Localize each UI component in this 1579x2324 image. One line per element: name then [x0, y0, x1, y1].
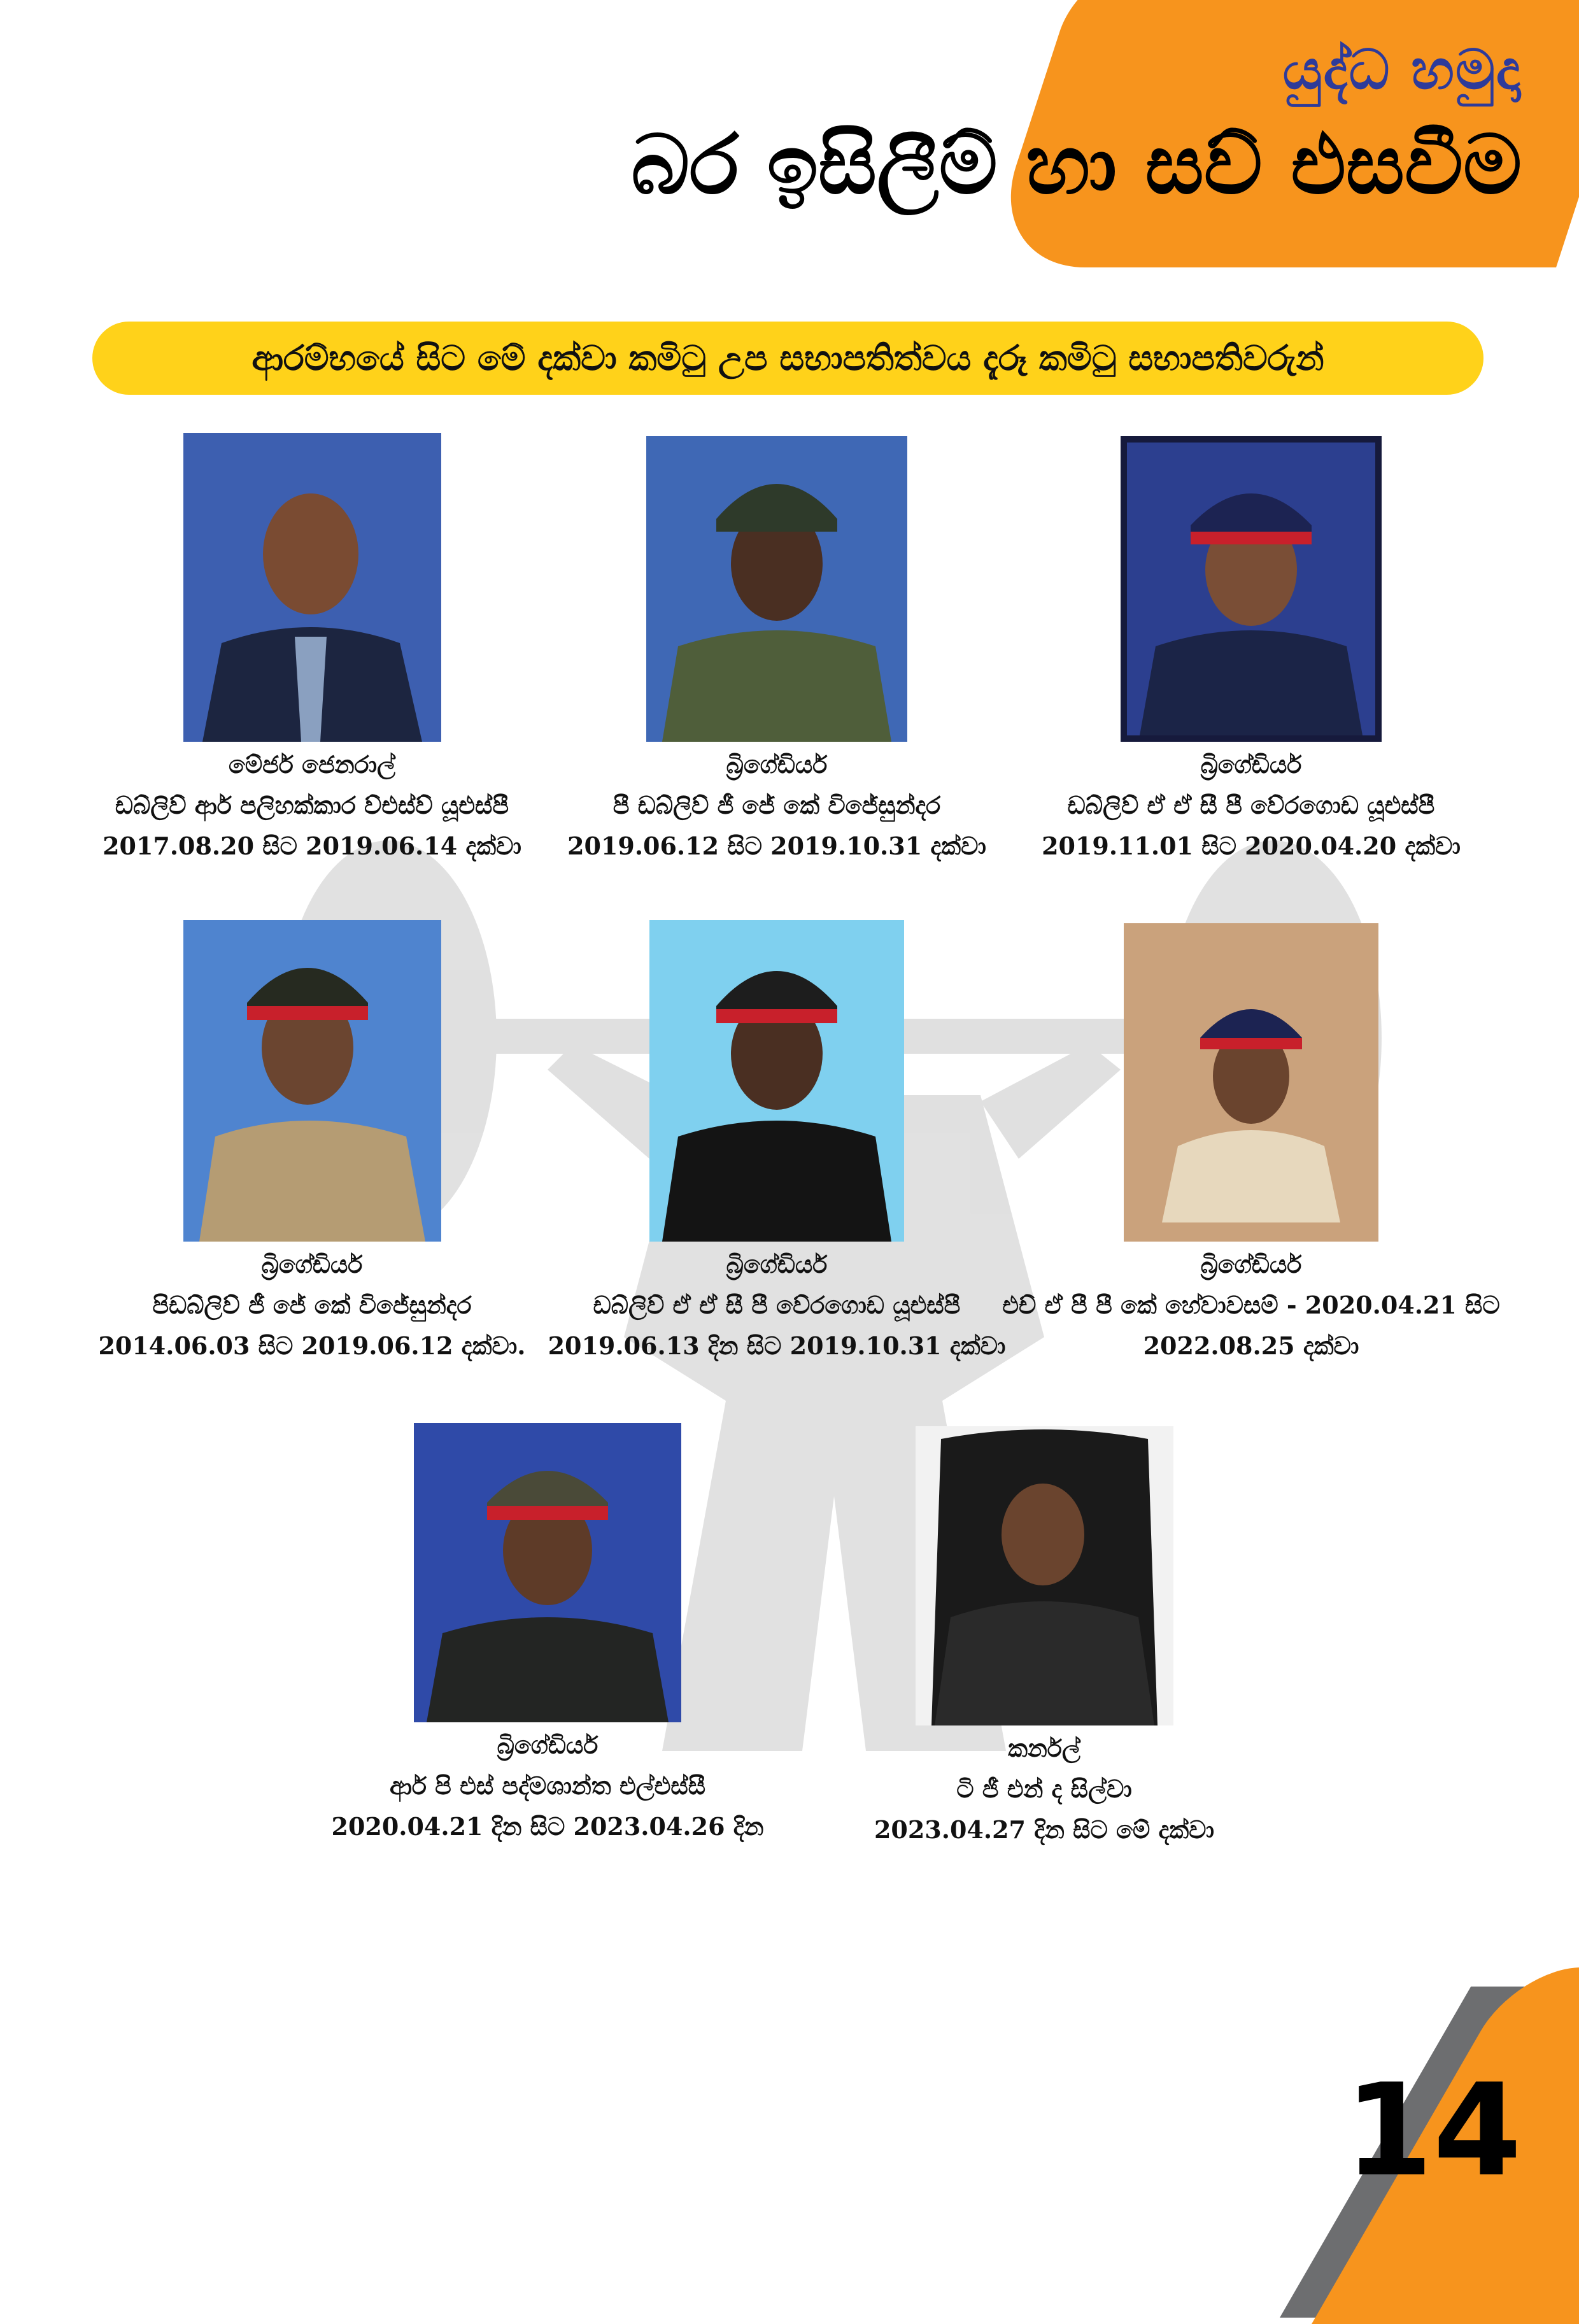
page-title: බර ඉසිලීම් හා සව් එසවීම — [631, 118, 1522, 213]
officer-rank: මේජර් ජෙනරාල් — [228, 750, 396, 779]
officer-period: 2019.11.01 සිට 2020.04.20 දක්වා — [1042, 832, 1461, 860]
officer-name: පී ඩබ්ලිව් ජී ජේ කේ විජේසුන්දර — [612, 791, 941, 819]
portrait-placeholder-icon — [646, 436, 907, 742]
officer-period: 2022.08.25 දක්වා — [1143, 1331, 1359, 1360]
officer-rank: කර්නල් — [1008, 1734, 1080, 1762]
officer-card — [76, 433, 548, 864]
portrait-placeholder-icon — [916, 1426, 1173, 1725]
banner-text: ආරම්භයේ සිට මේ දක්වා කමිටු උප සභාපතිත්වය දැරූ කමිටු සභාපතිවරුන් — [251, 337, 1324, 378]
portrait-placeholder-icon — [1124, 923, 1378, 1242]
officer-card — [987, 923, 1515, 1364]
officer-period: 2020.04.21 දින සිට 2023.04.26 දින — [331, 1812, 764, 1841]
officer-photo — [414, 1423, 681, 1722]
officer-period: 2019.06.12 සිට 2019.10.31 දක්වා — [567, 832, 986, 860]
officer-period: 2019.06.13 දින සිට 2019.10.31 දක්වා — [548, 1331, 1006, 1360]
portrait-placeholder-icon — [1121, 436, 1382, 742]
officer-rank: බ්‍රිගේඩියර් — [726, 750, 828, 779]
section-banner — [92, 322, 1483, 395]
officer-card — [1006, 436, 1496, 864]
officer-name: ටි ජී එන් ද සිල්වා — [956, 1775, 1132, 1803]
officer-name: ඩබ්ලිව් ආර් පලිහක්කාර ව්එස්ව් යූඑස්පී — [115, 791, 509, 819]
officer-photo — [1121, 436, 1382, 742]
officer-photo — [649, 920, 904, 1242]
officer-card — [76, 920, 548, 1364]
officer-photo — [1124, 923, 1378, 1242]
officer-name: ආර් පි එස් පද්මශාන්ත එල්එස්සී — [389, 1771, 706, 1800]
officer-period: 2014.06.03 සිට 2019.06.12 දක්වා. — [98, 1331, 526, 1360]
officer-photo — [183, 920, 441, 1242]
portrait-placeholder-icon — [183, 433, 441, 742]
officer-name: එච් ඒ පී පී කේ හේවාවසම් - 2020.04.21 සිට — [1002, 1291, 1500, 1319]
portrait-placeholder-icon — [183, 920, 441, 1242]
officer-name: ඩබ්ලිව් ඒ ඒ සී පී වේරගොඩ යූඑස්පී — [593, 1291, 961, 1319]
brand-text: යුද්ධ හමුදා — [1282, 38, 1522, 102]
officer-rank: බ්‍රිගේඩියර් — [726, 1250, 828, 1279]
officer-photo — [183, 433, 441, 742]
officer-period: 2023.04.27 දින සිට මේ දක්වා — [874, 1815, 1215, 1844]
officer-card — [815, 1426, 1273, 1848]
officer-rank: බ්‍රිගේඩියර් — [1200, 1250, 1302, 1279]
officer-name: පිඩබ්ලිව් ජී ජේ කේ විජේසුන්දර — [152, 1291, 472, 1319]
portrait-placeholder-icon — [649, 920, 904, 1242]
officer-period: 2017.08.20 සිට 2019.06.14 දක්වා — [103, 832, 521, 860]
officer-card — [541, 436, 1012, 864]
page-number: 14 — [1344, 2057, 1522, 2205]
officer-card — [318, 1423, 777, 1845]
officer-rank: බ්‍රිගේඩියර් — [261, 1250, 363, 1279]
officer-rank: බ්‍රිගේඩියර් — [497, 1731, 598, 1759]
officer-photo — [916, 1426, 1173, 1725]
officer-photo — [646, 436, 907, 742]
officer-rank: බ්‍රිගේඩියර් — [1200, 750, 1302, 779]
officer-name: ඩබ්ලිව් ඒ ඒ සී පී වේරගොඩ යූඑස්පී — [1067, 791, 1435, 819]
officer-card — [541, 920, 1012, 1364]
portrait-placeholder-icon — [414, 1423, 681, 1722]
